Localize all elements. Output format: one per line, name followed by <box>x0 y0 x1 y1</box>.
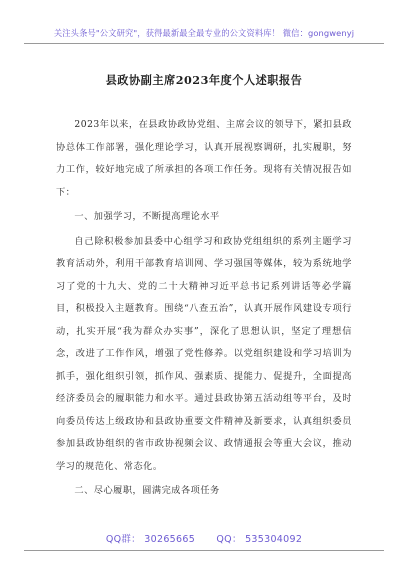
paragraph-intro: 2023年以来，在县政协政协党组、主席会议的领导下，紧扣县政协总体工作部署，强化理论学习，认真开展视察调研，扎实履职，努力工作，较好地完成了所承担的各项工作任务。现将有关情况报告如下： <box>56 119 352 198</box>
header-promo-text: 关注头条号"公文研究"，获得最新最全最专业的公文资料库！ 微信：gongwenyj <box>53 28 355 38</box>
footer-qq-contact: QQ： 535304092 <box>216 534 303 545</box>
header-divider <box>24 43 384 44</box>
paragraph-study: 自己除积极参加县委中心组学习和政协党组组织的系列主题学习教育活动外，利用干部教育培训网、学习强国等媒体，较为系统地学习了党的十九大、党的二十大精神习近平总书记系列讲话等必学篇目，积极投入主题教育。围绕“八查五治”，认真开展作风建设专项行动，扎实开展“我为群众办实事”，深化了思想认识，坚定了理想信念，改进了工作作风，增强了党性修养。以党组织建设和学习培训为抓手，强化组织引领，抓作风、强素质、提能力、促提升，全面提高经济委员会的履职能力和水平。通过县政协第五活动组等平台，及时向委员传达上级政协和县政协重要文件精神及新要求，认真组织委员参加县政协组织的省市政协视频会议、政情通报会等重大会议，推动学习的规范化、常态化。 <box>56 235 352 472</box>
document-title: 县政协副主席2023年度个人述职报告 <box>105 73 303 87</box>
section-heading-2: 二、尽心履职，圆满完成各项任务 <box>74 485 220 496</box>
section-heading-1: 一、加强学习，不断提高理论水平 <box>74 211 220 222</box>
page-footer <box>0 531 408 545</box>
footer-divider <box>24 550 384 551</box>
footer-qq-group: QQ群： 30265665 <box>105 534 196 545</box>
document-body <box>56 114 352 505</box>
page-header <box>0 0 408 56</box>
